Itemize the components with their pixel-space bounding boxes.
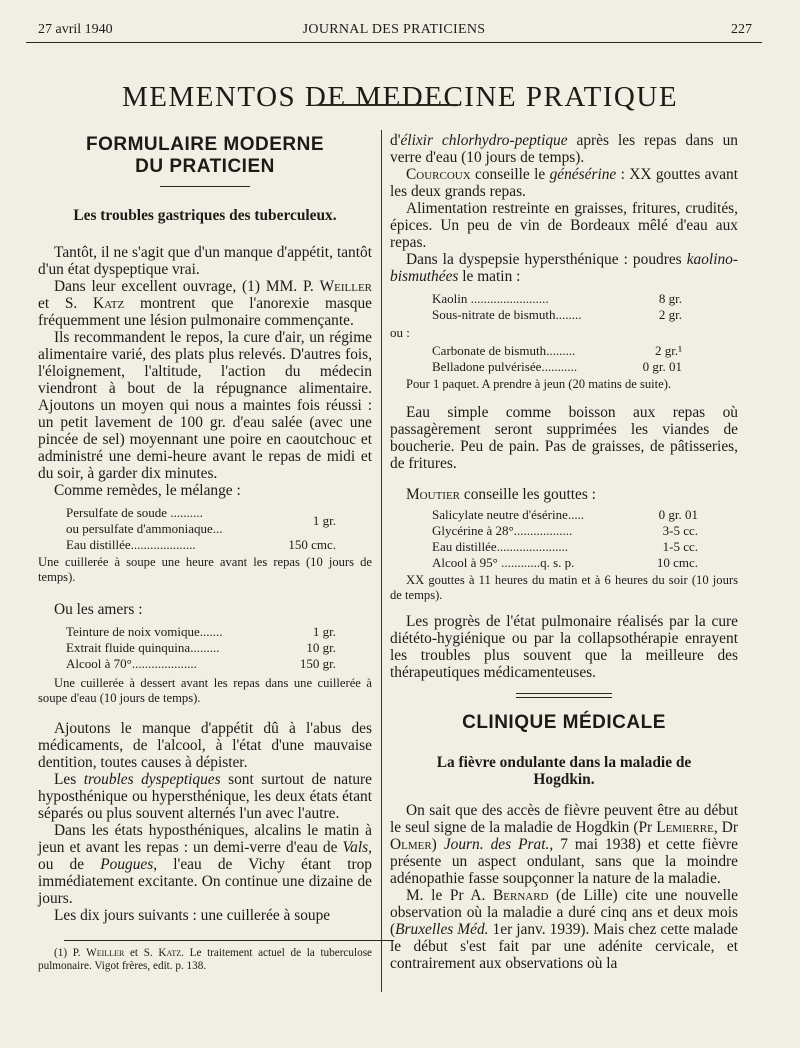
- section-title: CLINIQUE MÉDICALE: [462, 712, 666, 733]
- text-run: On sait que des accès de fièvre peuvent être au début le seul signe de la maladie de Hogdkin (Pr: [390, 802, 738, 836]
- page-title: MEMENTOS DE MEDECINE PRATIQUE: [121, 81, 679, 114]
- emphasis: Journ. des Prat.: [443, 836, 550, 853]
- paragraph: Comme remèdes, le mélange :: [54, 482, 241, 499]
- emphasis: génésérine: [549, 166, 617, 183]
- ingredient: Eau distillée....................: [66, 537, 196, 552]
- quantity: 8 gr.: [658, 291, 682, 306]
- running-header: [26, 20, 762, 43]
- quantity: 150 cmc.: [288, 537, 336, 552]
- prescription-line: [432, 555, 698, 571]
- ingredient: Glycérine à 28°..................: [432, 523, 573, 538]
- text-run: Les: [54, 771, 84, 788]
- paragraph: [390, 887, 738, 972]
- paragraph: [38, 278, 372, 329]
- paragraph: Ou les amers :: [54, 601, 143, 618]
- text-run: (1) P.: [54, 947, 87, 959]
- text-run: 1er janv. 1939). Mais chez cette malade le début s'est fait par une adénite cervicale, et contrairement aux observations où la: [390, 921, 738, 972]
- prescription-line: [66, 521, 336, 537]
- emphasis: Bruxelles Méd.: [395, 921, 489, 938]
- emphasis: kaolino-bismuthées: [390, 251, 738, 285]
- ingredient: Belladone pulvérisée...........: [432, 359, 578, 374]
- text-run: ): [431, 836, 444, 853]
- prescription-line: [66, 505, 336, 528]
- paragraph: [38, 771, 372, 822]
- section-title-line-2: DU PRATICIEN: [135, 156, 275, 177]
- text-run: , l'eau de Vichy étant trop immédiatement excitante. On continue une dizaine de jours.: [38, 856, 372, 907]
- text-run: et S.: [124, 947, 159, 959]
- author-name: Olmer: [390, 836, 432, 853]
- ingredient: Kaolin ........................: [432, 291, 549, 306]
- paragraph: Les progrès de l'état pulmonaire réalisés par la cure diététo-hygiénique ou par la collapsothérapie enrayent les troubles plus souvent que la meilleure des thérapeutiques médicamenteuses.: [390, 613, 738, 681]
- text-run: , ou de: [38, 839, 372, 873]
- paragraph: [38, 822, 372, 907]
- quantity: 2 gr.: [658, 307, 682, 322]
- paragraph: Eau simple comme boisson aux repas où passagèrement seront supprimées les viandes de boucherie. Peu de pain. Pas de graisses, de pâtisseries, de fritures.: [390, 404, 738, 472]
- prescription-line: [66, 537, 336, 553]
- author-name: Weiller: [319, 278, 372, 295]
- paragraph: Les dix jours suivants : une cuillerée à soupe: [54, 907, 331, 924]
- column-divider: [381, 130, 382, 992]
- ingredient: ou persulfate d'ammoniaque...: [66, 521, 223, 536]
- text-run: montrent que l'anorexie masque fréquemment une lésion pulmonaire commençante.: [38, 295, 372, 329]
- quantity: 0 gr. 01: [642, 359, 682, 374]
- prescription-block: [432, 291, 682, 323]
- emphasis: Vals: [342, 839, 369, 856]
- title-divider: [318, 104, 458, 106]
- paragraph: [390, 251, 738, 285]
- author-name: Weiller: [86, 947, 125, 959]
- text-run: conseille le: [470, 166, 550, 183]
- text-run: : XX gouttes avant les deux grands repas.: [390, 166, 738, 200]
- section-divider: [516, 693, 612, 698]
- ingredient: Teinture de noix vomique.......: [66, 624, 223, 639]
- article-subtitle: [390, 754, 738, 788]
- ingredient: Extrait fluide quinquina.........: [66, 640, 220, 655]
- author-name: Lemierre: [656, 819, 714, 836]
- paragraph: Ajoutons le manque d'appétit dû à l'abus des médicaments, de l'alcool, à l'état d'une mauvaise dentition, toutes causes à dépister.: [38, 720, 372, 771]
- quantity: 1 gr.: [312, 513, 336, 528]
- prescription-line: [432, 359, 682, 375]
- ingredient: Salicylate neutre d'ésérine.....: [432, 507, 585, 522]
- quantity: 10 gr.: [306, 640, 336, 655]
- prescription-note: XX gouttes à 11 heures du matin et à 6 heures du soir (10 jours de temps).: [390, 573, 738, 602]
- prescription-line: [66, 656, 336, 672]
- paragraph: Alimentation restreinte en graisses, fritures, crudités, épices. Un peu de vin de Bordeaux mêlé d'eau aux repas.: [390, 200, 738, 251]
- footnote-divider: [64, 940, 394, 941]
- paragraph: Tantôt, il ne s'agit que d'un manque d'appétit, tantôt d'un état dyspeptique vrai.: [38, 244, 372, 278]
- text-run: (de Lille) cite une nouvelle observation où la maladie a duré cinq ans et deux mois (: [390, 887, 738, 938]
- section-title: [38, 134, 372, 178]
- prescription-note: Une cuillerée à dessert avant les repas dans une cuillerée à soupe d'eau (10 jours de temps).: [38, 676, 372, 705]
- prescription-connector: ou :: [390, 325, 410, 340]
- ingredient: Alcool à 95° ............q. s. p.: [432, 555, 575, 570]
- paragraph: [390, 802, 738, 887]
- ingredient: Sous-nitrate de bismuth........: [432, 307, 582, 322]
- text-run: Dans la dyspepsie hypersthénique : poudres: [406, 251, 687, 268]
- text-run: après les repas dans un verre d'eau (10 jours de temps).: [390, 132, 738, 166]
- section-divider: [160, 186, 250, 187]
- quantity: 10 cmc.: [656, 555, 698, 570]
- quantity: 150 gr.: [299, 656, 336, 671]
- prescription-line: [432, 507, 698, 523]
- prescription-line: [432, 343, 682, 359]
- text-run: et S.: [38, 295, 93, 312]
- text-run: Dans les états hyposthéniques, alcalins le matin à jeun et avant les repas : un demi-verre d'eau de: [38, 822, 372, 856]
- emphasis: troubles dyspeptiques: [83, 771, 221, 788]
- issue-date: 27 avril 1940: [38, 22, 113, 37]
- text-run: , Dr: [713, 819, 738, 836]
- prescription-block: [432, 507, 698, 571]
- quantity: 1-5 cc.: [662, 539, 698, 554]
- page-number: 227: [731, 22, 752, 37]
- subtitle-line-1: La fièvre ondulante dans la maladie de: [436, 754, 692, 771]
- right-column: [390, 130, 738, 972]
- prescription-block: [66, 624, 336, 672]
- quantity: 3-5 cc.: [662, 523, 698, 538]
- ingredient: Alcool à 70°....................: [66, 656, 197, 671]
- emphasis: Pougues: [100, 856, 154, 873]
- ingredient: Persulfate de soude ..........: [66, 505, 203, 520]
- author-name: Katz: [158, 947, 182, 959]
- section-title-line-1: FORMULAIRE MODERNE: [85, 134, 325, 155]
- emphasis: élixir chlorhydro-peptique: [400, 132, 568, 149]
- prescription-line: [432, 523, 698, 539]
- article-subtitle: Les troubles gastriques des tuberculeux.: [73, 207, 337, 224]
- prescription-note: Pour 1 paquet. A prendre à jeun (20 matins de suite).: [406, 377, 672, 391]
- text-run: M. le Pr A.: [406, 887, 494, 904]
- author-name: Katz: [92, 295, 125, 312]
- prescription-line: [66, 640, 336, 656]
- left-column: [38, 130, 372, 973]
- prescription-line: [432, 291, 682, 307]
- prescription-note: Une cuillerée à soupe une heure avant les repas (10 jours de temps).: [38, 555, 372, 584]
- prescription-line: [432, 307, 682, 323]
- ingredient: Eau distillée......................: [432, 539, 569, 554]
- paragraph: Ils recommandent le repos, la cure d'air, un régime alimentaire varié, des plats plus relevés. D'autres fois, l'éloignement, l'altitude, l'action du médecin viendront à bout de la répugnance alimentaire. Ajoutons un moyen qui nous a maintes fois réussi : un petit lavement de 100 gr. d'eau salée (avec une pincée de sel) moyennant une poire en caoutchouc et administré une demi-heure avant le repas de midi et du soir, à garder dix minutes.: [38, 329, 372, 482]
- text-run: Dans leur excellent ouvrage, (1) MM. P.: [54, 278, 320, 295]
- quantity: 2 gr.¹: [654, 343, 682, 358]
- text-run: . Le traitement actuel de la tuberculose pulmonaire. Vigot frères, edit. p. 138.: [38, 947, 373, 972]
- text-run: d': [390, 132, 401, 149]
- quantity: 1 gr.: [312, 624, 336, 639]
- text-run: sont surtout de nature hyposthénique ou hypersthénique, les deux états étant séparés ou plus souvent alternés l'un avec l'autre.: [38, 771, 373, 822]
- author-name: Courcoux: [406, 166, 471, 183]
- prescription-line: [66, 624, 336, 640]
- author-name: Moutier: [406, 486, 461, 503]
- text-run: , 7 mai 1938) et cette fièvre présente un aspect ondulant, sans que la moindre adénopathie fasse soupçonner la nature de la maladie.: [390, 836, 738, 887]
- paragraph: [390, 132, 738, 166]
- prescription-block: [432, 343, 682, 375]
- prescription-line: [432, 539, 698, 555]
- subtitle-line-2: Hogdkin.: [533, 771, 595, 788]
- text-run: conseille les gouttes :: [460, 486, 596, 503]
- text-run: le matin :: [458, 268, 521, 285]
- author-name: Bernard: [493, 887, 549, 904]
- paragraph: [390, 166, 738, 200]
- paragraph: [390, 486, 738, 503]
- ingredient: Carbonate de bismuth.........: [432, 343, 576, 358]
- footnote: [38, 947, 372, 973]
- quantity: 0 gr. 01: [658, 507, 698, 522]
- prescription-block: [66, 505, 336, 553]
- journal-name: JOURNAL DES PRATICIENS: [302, 22, 486, 37]
